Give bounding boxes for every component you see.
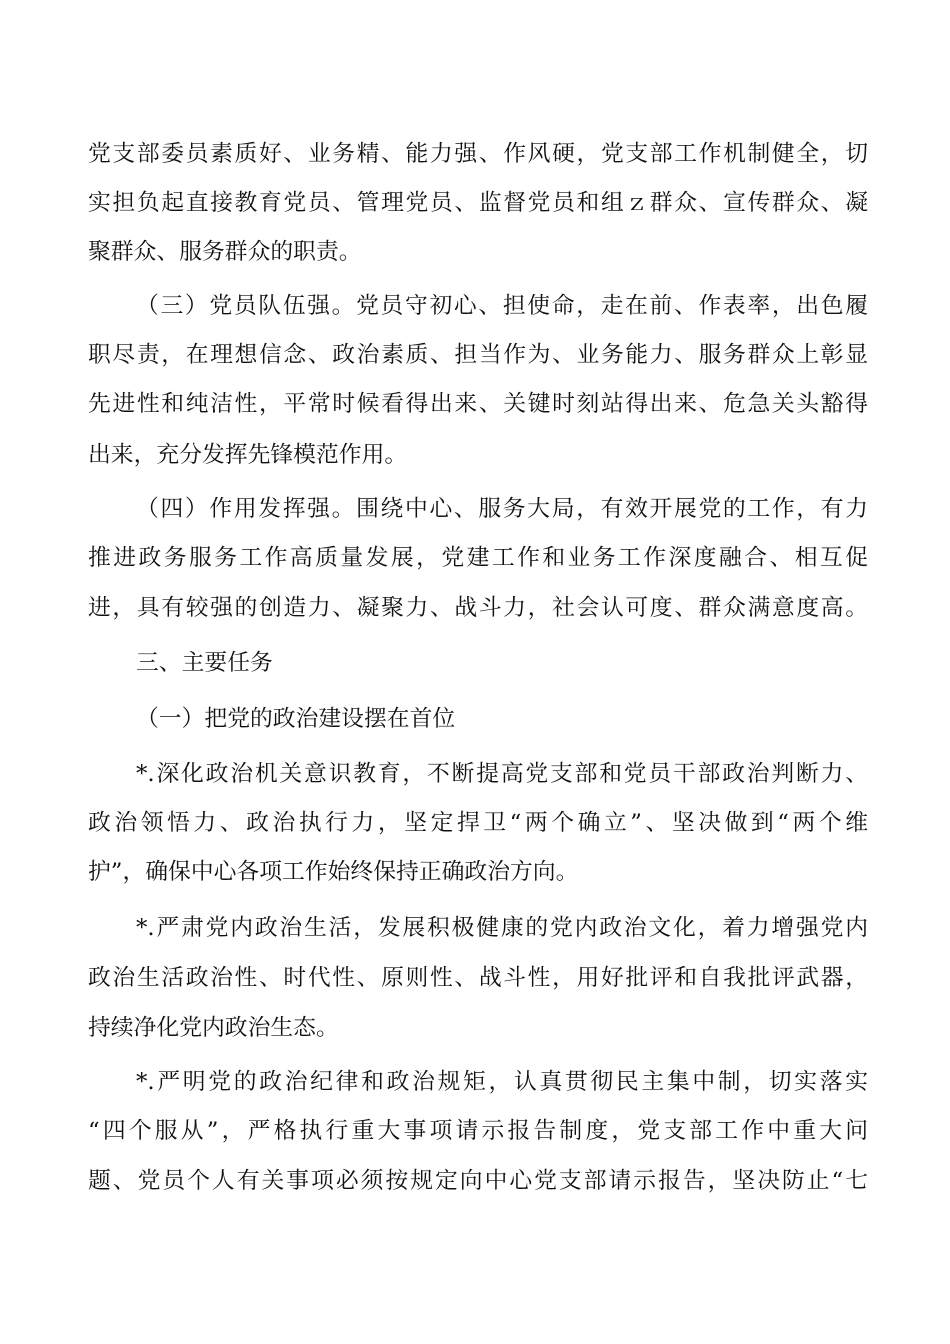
text-line: 先进性和纯洁性，平常时候看得出来、关键时刻站得出来、危急关头豁得 [88, 391, 868, 417]
text-line: 进，具有较强的创造力、凝聚力、战斗力，社会认可度、群众满意度高。 [88, 595, 868, 621]
text-line: *.严肃党内政治生活，发展积极健康的党内政治文化，着力增强党内 [136, 915, 868, 941]
text-line: 题、党员个人有关事项必须按规定向中心党支部请示报告，坚决防止“七 [88, 1168, 868, 1194]
section-heading: 三、主要任务 [136, 650, 273, 676]
text-line: 持续净化党内政治生态。 [88, 1015, 339, 1041]
text-line: （三）党员队伍强。党员守初心、担使命，走在前、作表率，出色履 [136, 293, 868, 319]
text-line: 推进政务服务工作高质量发展，党建工作和业务工作深度融合、相互促 [88, 545, 868, 571]
text-line: 出来，充分发挥先锋模范作用。 [88, 442, 408, 468]
text-line: 护”，确保中心各项工作始终保持正确政治方向。 [88, 859, 579, 885]
text-line: （四）作用发挥强。围绕中心、服务大局，有效开展党的工作，有力 [136, 496, 868, 522]
text-line: 聚群众、服务群众的职责。 [88, 239, 362, 265]
text-line: “四个服从”，严格执行重大事项请示报告制度，党支部工作中重大问 [88, 1118, 868, 1144]
text-line: 政治生活政治性、时代性、原则性、战斗性，用好批评和自我批评武器， [88, 965, 868, 991]
text-line: 实担负起直接教育党员、管理党员、监督党员和组ｚ群众、宣传群众、凝 [88, 190, 868, 216]
text-line: 政治领悟力、政治执行力，坚定捍卫“两个确立”、坚决做到“两个维 [88, 810, 868, 836]
text-line: 党支部委员素质好、业务精、能力强、作风硬，党支部工作机制健全，切 [88, 141, 868, 167]
subsection-heading: （一）把党的政治建设摆在首位 [136, 706, 456, 732]
text-line: *.深化政治机关意识教育，不断提高党支部和党员干部政治判断力、 [136, 761, 868, 787]
text-line: *.严明党的政治纪律和政治规矩，认真贯彻民主集中制，切实落实 [136, 1069, 868, 1095]
text-line: 职尽责，在理想信念、政治素质、担当作为、业务能力、服务群众上彰显 [88, 342, 868, 368]
